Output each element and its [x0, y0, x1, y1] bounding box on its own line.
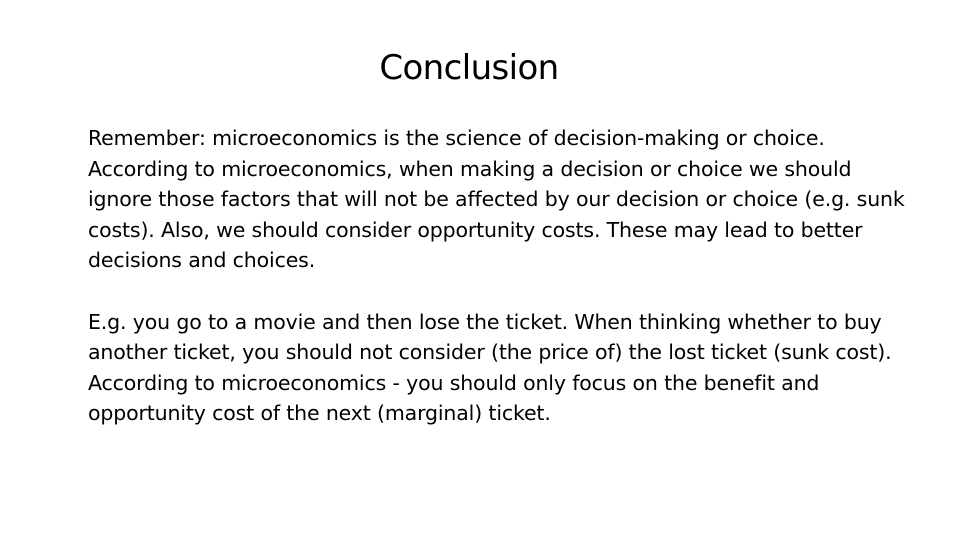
paragraph-example: E.g. you go to a movie and then lose the ticket. When thinking whether to buy another ticket, you should not consider (the price of) the lost ticket (sunk cost). According to microeconomics - you should only focus on the benefit and opportunity cost of the next (marginal) ticket. — [88, 309, 892, 425]
paragraph-remember: Remember: microeconomics is the science of decision-making or choice. According to microeconomics, when making a decision or choice we should ignore those factors that will not be affected by our decision or choice (e.g. sunk costs). Also, we should consider opportunity costs. These may lead to better decisions and choices. — [88, 126, 905, 272]
slide-title-text: Conclusion — [379, 48, 559, 88]
slide-body — [88, 123, 908, 429]
slide-title — [0, 40, 940, 96]
